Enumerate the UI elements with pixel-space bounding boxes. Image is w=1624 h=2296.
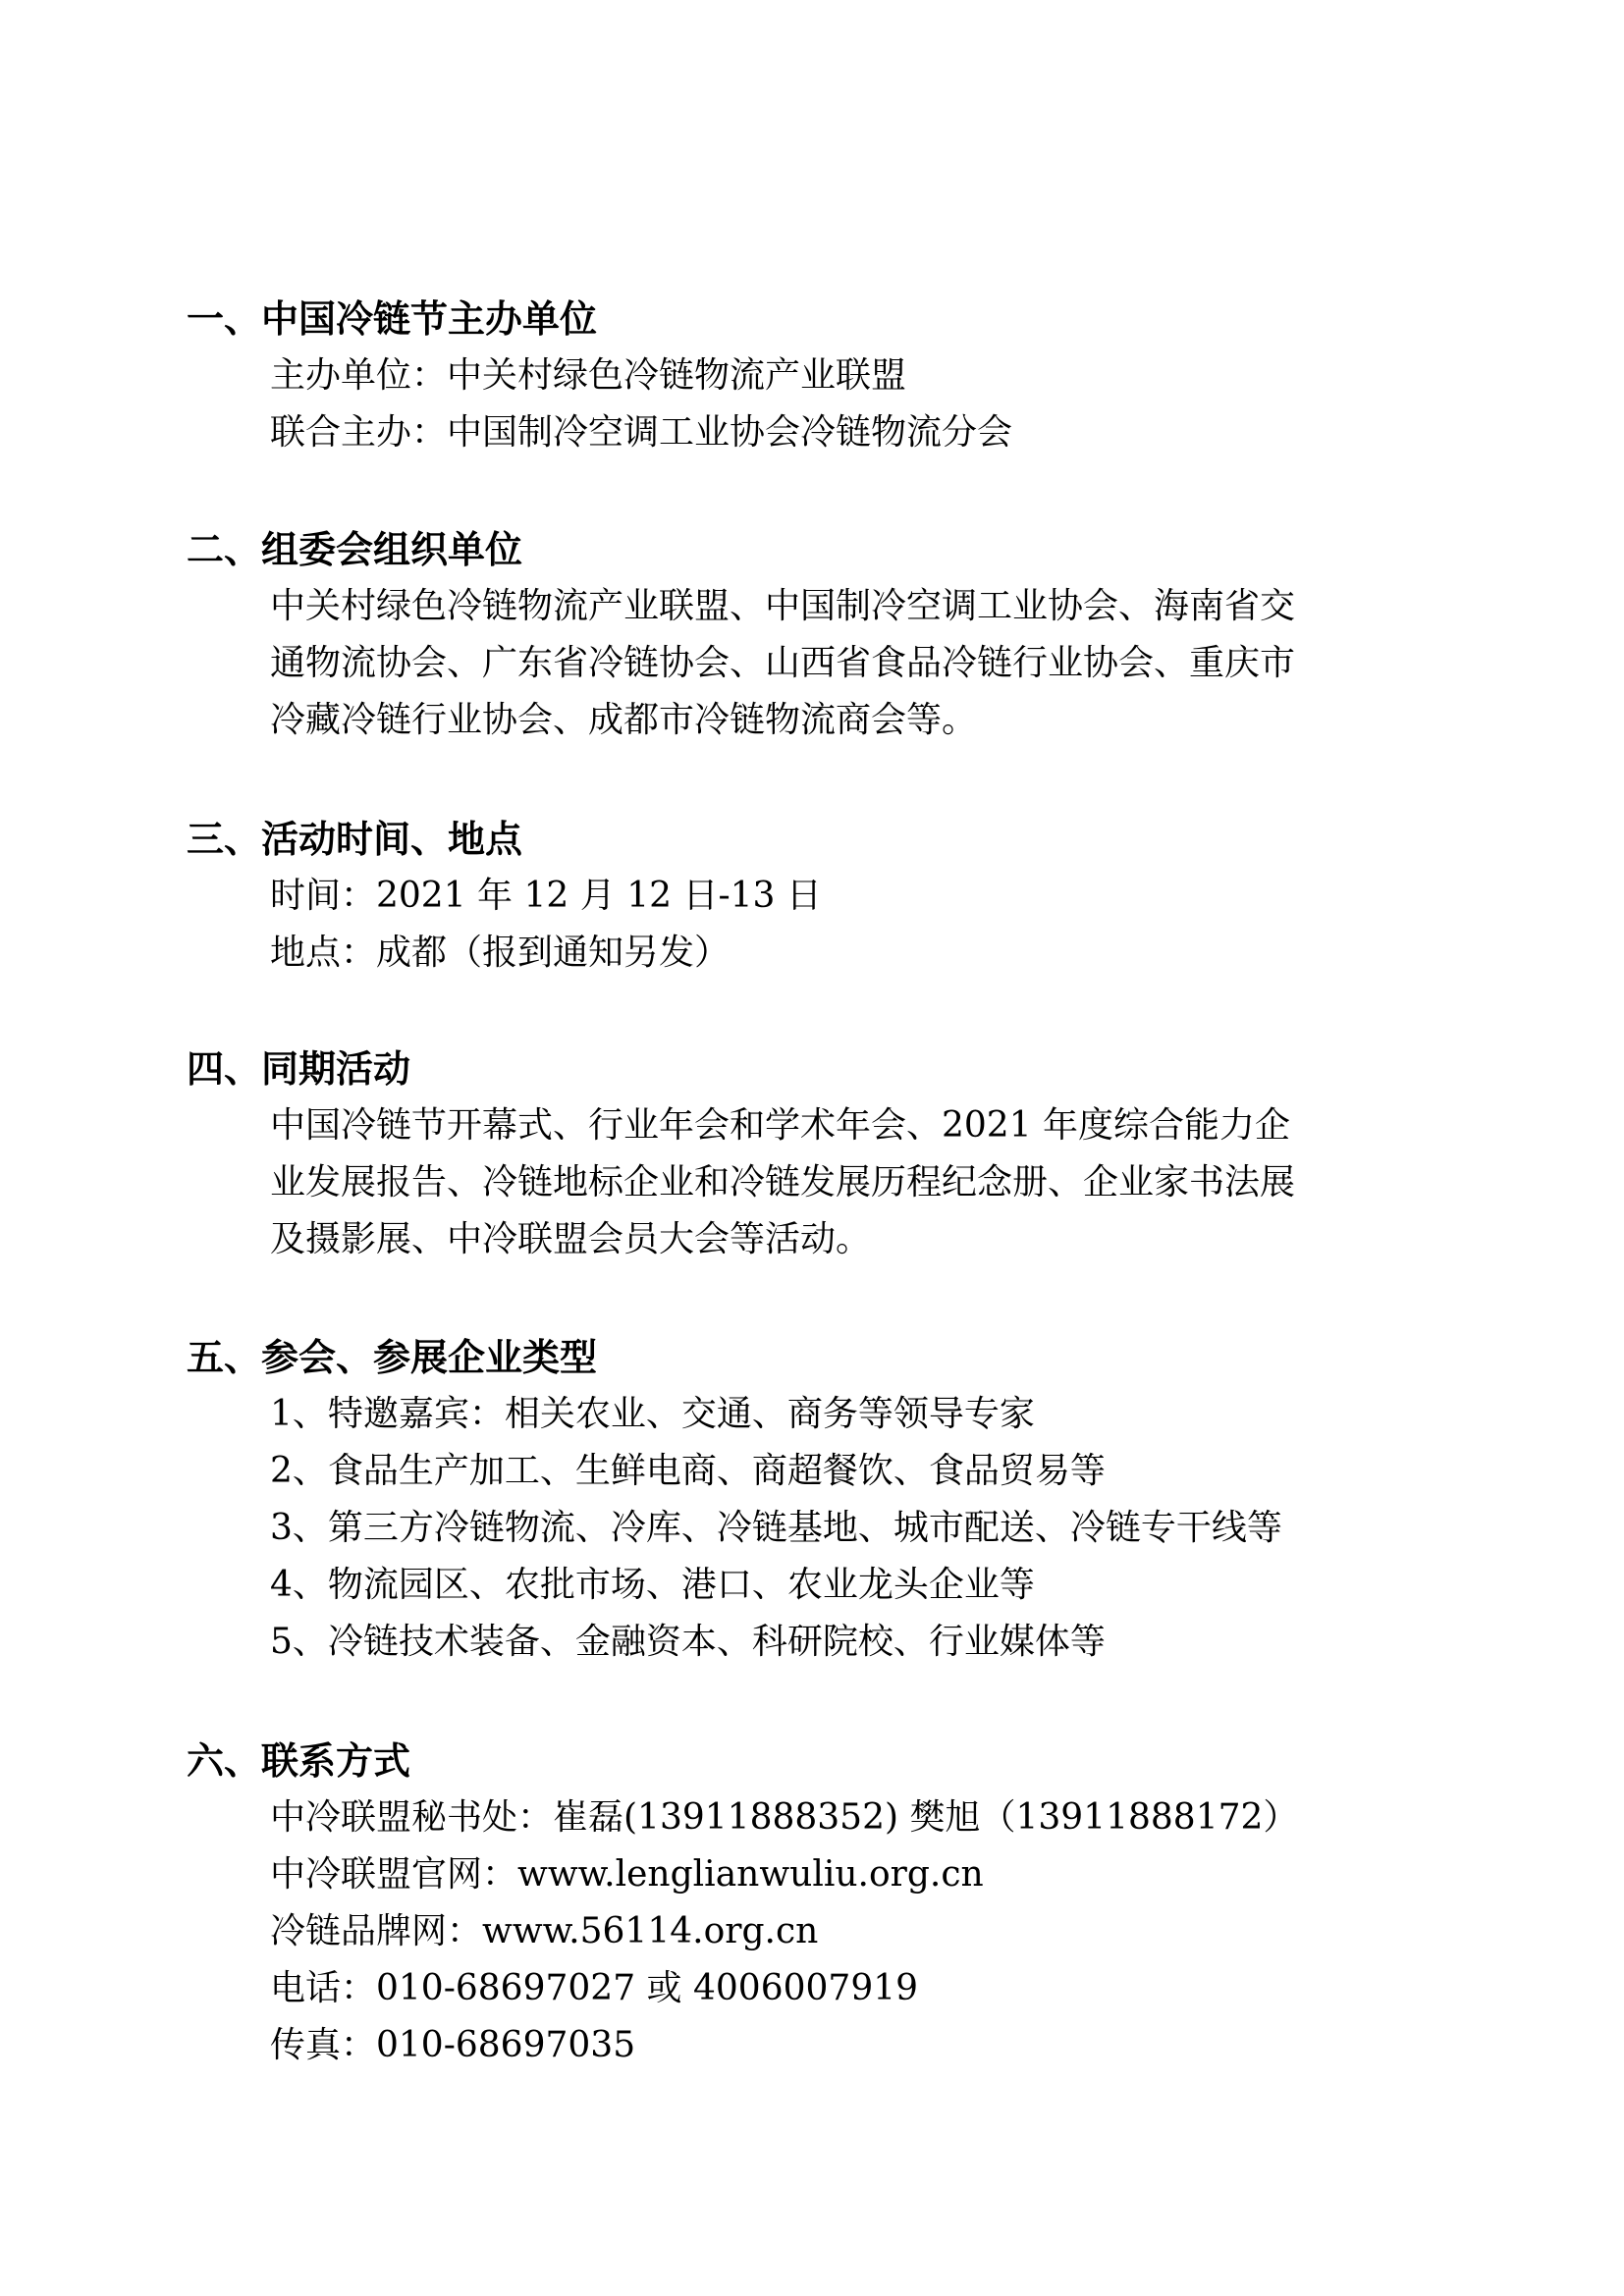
section-contact <box>187 1733 1463 2074</box>
event-line: 及摄影展、中冷联盟会员大会等活动。 <box>270 1219 872 1259</box>
secretariat-contact: 中冷联盟秘书处：崔磊(13911888352) 樊旭（13911888172） <box>270 1797 1299 1838</box>
brand-website: 冷链品牌网：www.56114.org.cn <box>270 1911 819 1951</box>
participant-type-item: 1、特邀嘉宾：相关农业、交通、商务等领导专家 <box>270 1394 1035 1434</box>
time-line: 时间：2021 年 12 月 12 日-13 日 <box>270 876 822 916</box>
official-website: 中冷联盟官网：www.lenglianwuliu.org.cn <box>270 1854 984 1895</box>
section-time-place <box>187 811 1463 982</box>
section-heading: 六、联系方式 <box>187 1739 411 1783</box>
section-committee <box>187 521 1463 749</box>
participant-type-item: 2、食品生产加工、生鲜电商、商超餐饮、食品贸易等 <box>270 1451 1106 1491</box>
event-line: 中国冷链节开幕式、行业年会和学术年会、2021 年度综合能力企 <box>270 1105 1291 1146</box>
phone-line: 电话：010-68697027 或 4006007919 <box>270 1968 919 2008</box>
section-heading: 三、活动时间、地点 <box>187 818 523 861</box>
section-heading: 二、组委会组织单位 <box>187 528 523 571</box>
participant-type-item: 4、物流园区、农批市场、港口、农业龙头企业等 <box>270 1565 1035 1605</box>
section-heading: 四、同期活动 <box>187 1047 411 1091</box>
place-line: 地点：成都（报到通知另发） <box>270 933 731 973</box>
section-organizers <box>187 291 1463 461</box>
section-heading: 五、参会、参展企业类型 <box>187 1336 598 1379</box>
co-host-line: 联合主办：中国制冷空调工业协会冷链物流分会 <box>270 412 1013 453</box>
section-concurrent-events <box>187 1041 1463 1268</box>
host-line: 主办单位：中关村绿色冷链物流产业联盟 <box>270 355 907 396</box>
participant-type-item: 5、冷链技术装备、金融资本、科研院校、行业媒体等 <box>270 1622 1106 1662</box>
committee-line: 冷藏冷链行业协会、成都市冷链物流商会等。 <box>270 700 978 740</box>
committee-line: 中关村绿色冷链物流产业联盟、中国制冷空调工业协会、海南省交 <box>270 586 1296 626</box>
committee-line: 通物流协会、广东省冷链协会、山西省食品冷链行业协会、重庆市 <box>270 643 1296 683</box>
participant-type-item: 3、第三方冷链物流、冷库、冷链基地、城市配送、冷链专干线等 <box>270 1508 1282 1548</box>
fax-line: 传真：010-68697035 <box>270 2025 636 2065</box>
section-participant-types <box>187 1329 1463 1671</box>
event-line: 业发展报告、冷链地标企业和冷链发展历程纪念册、企业家书法展 <box>270 1162 1296 1202</box>
section-heading: 一、中国冷链节主办单位 <box>187 297 598 341</box>
